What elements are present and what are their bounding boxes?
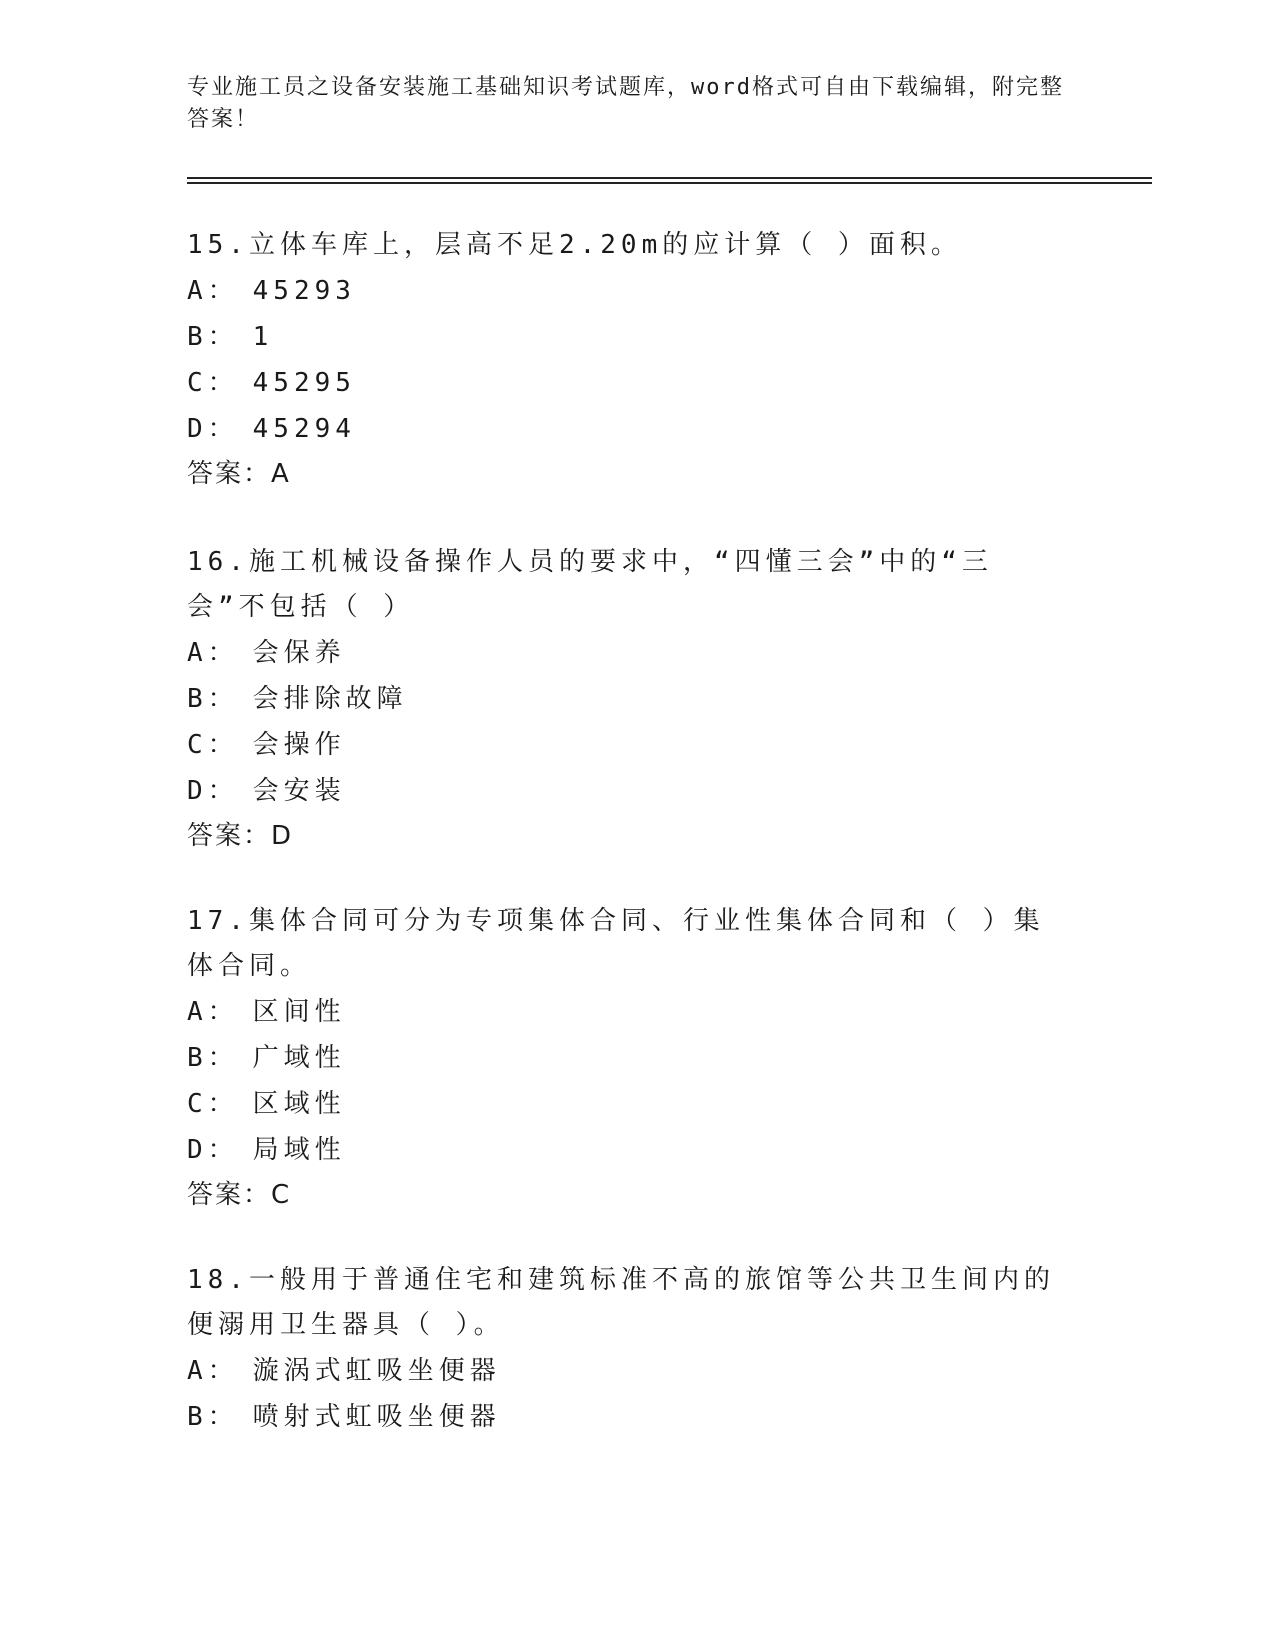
option-c bbox=[187, 722, 1067, 768]
answer-line: 答案：A bbox=[187, 459, 291, 489]
option-value: 区域性 bbox=[252, 1089, 346, 1119]
option-key: C： bbox=[187, 1089, 239, 1119]
option-a bbox=[187, 268, 1067, 314]
option-key: B： bbox=[187, 684, 239, 714]
option-key: A： bbox=[187, 276, 239, 306]
option-key: C： bbox=[187, 730, 239, 760]
question-16 bbox=[187, 540, 1067, 858]
option-value: 45294 bbox=[252, 414, 356, 444]
option-key: A： bbox=[187, 1356, 239, 1386]
question-18 bbox=[187, 1258, 1067, 1440]
option-value: 会操作 bbox=[252, 730, 346, 760]
answer-line: 答案：D bbox=[187, 821, 294, 851]
option-d bbox=[187, 1127, 1067, 1173]
option-value: 45293 bbox=[252, 276, 356, 306]
question-17 bbox=[187, 899, 1067, 1217]
question-15 bbox=[187, 223, 1067, 496]
option-value: 区间性 bbox=[252, 997, 346, 1027]
header-divider-bottom bbox=[187, 182, 1152, 184]
option-a bbox=[187, 989, 1067, 1035]
option-value: 漩涡式虹吸坐便器 bbox=[252, 1356, 501, 1386]
option-key: C： bbox=[187, 368, 239, 398]
option-value: 会安装 bbox=[252, 776, 346, 806]
option-b bbox=[187, 676, 1067, 722]
option-b bbox=[187, 1394, 1067, 1440]
answer-line: 答案：C bbox=[187, 1180, 292, 1210]
option-key: B： bbox=[187, 322, 239, 352]
question-stem: 17.集体合同可分为专项集体合同、行业性集体合同和（ ）集体合同。 bbox=[187, 906, 1045, 981]
option-b bbox=[187, 1035, 1067, 1081]
option-key: B： bbox=[187, 1043, 239, 1073]
option-b bbox=[187, 314, 1067, 360]
document-header: 专业施工员之设备安装施工基础知识考试题库，word格式可自由下载编辑，附完整答案！ bbox=[187, 75, 1064, 132]
option-c bbox=[187, 360, 1067, 406]
option-c bbox=[187, 1081, 1067, 1127]
option-key: A： bbox=[187, 638, 239, 668]
option-value: 喷射式虹吸坐便器 bbox=[252, 1402, 501, 1432]
option-value: 会排除故障 bbox=[252, 684, 408, 714]
option-value: 1 bbox=[252, 322, 274, 352]
option-value: 会保养 bbox=[252, 638, 346, 668]
option-key: B： bbox=[187, 1402, 239, 1432]
option-d bbox=[187, 406, 1067, 452]
option-a bbox=[187, 1348, 1067, 1394]
option-key: D： bbox=[187, 776, 239, 806]
option-value: 45295 bbox=[252, 368, 356, 398]
question-stem: 16.施工机械设备操作人员的要求中，“四懂三会”中的“三会”不包括（ ） bbox=[187, 547, 993, 622]
option-key: D： bbox=[187, 1135, 239, 1165]
option-key: A： bbox=[187, 997, 239, 1027]
header-divider-top bbox=[187, 177, 1152, 179]
question-stem: 18.一般用于普通住宅和建筑标准不高的旅馆等公共卫生间内的便溺用卫生器具（ ）。 bbox=[187, 1265, 1055, 1340]
question-stem: 15.立体车库上，层高不足2.20m的应计算（ ）面积。 bbox=[187, 230, 962, 260]
option-value: 广域性 bbox=[252, 1043, 346, 1073]
option-d bbox=[187, 768, 1067, 814]
option-value: 局域性 bbox=[252, 1135, 346, 1165]
option-key: D： bbox=[187, 414, 239, 444]
option-a bbox=[187, 630, 1067, 676]
